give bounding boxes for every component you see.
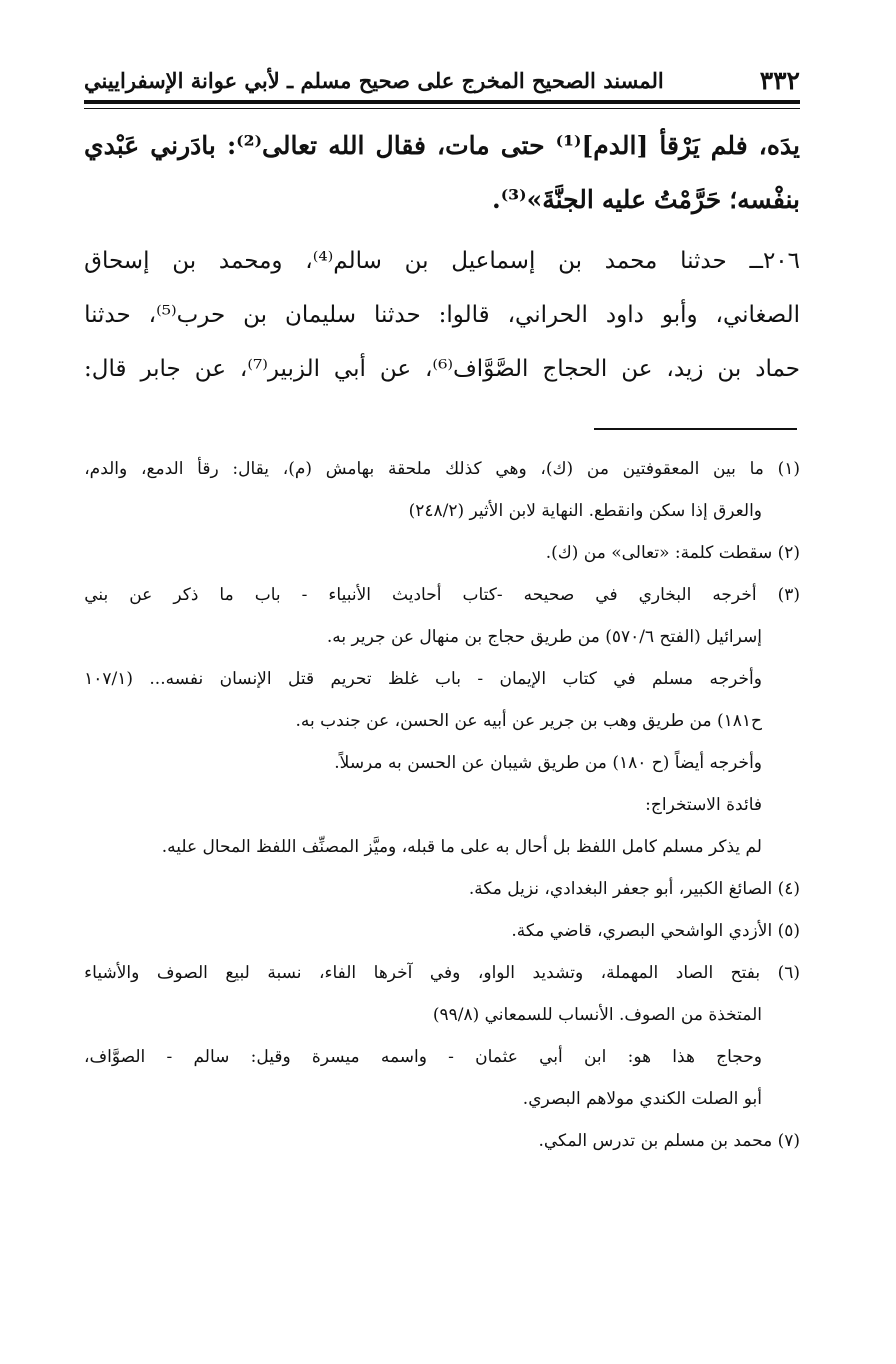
footnote-word: سالم (193, 1047, 230, 1067)
footnote-word: رقأ (197, 459, 219, 479)
word: ومحمد (218, 248, 283, 274)
footnote-word: -كتاب (462, 585, 503, 605)
footnote-line (84, 616, 800, 658)
footnote-word: مسلم (651, 669, 694, 689)
word: حماد (755, 356, 800, 382)
footnote-word: لبيع (225, 963, 250, 983)
footnote-line (84, 784, 800, 826)
word: حَرَّمْتُ (654, 184, 722, 214)
footnote-word: هذا (672, 1047, 695, 1067)
footnote-word: الإنسان (219, 669, 272, 689)
footnote-line (84, 994, 800, 1036)
footnote-word: عن (129, 585, 153, 605)
footnote-text: إسرائيل (الفتح ٥٧٠/٦) من طريق حجاج بن منهال عن جرير به. (326, 627, 762, 647)
word: يَرْقأ (659, 130, 700, 160)
word: بن (172, 248, 197, 274)
word: وأبو (661, 302, 698, 328)
paragraph-gap (84, 226, 800, 234)
text-line (84, 118, 800, 172)
footnote-word: في (613, 669, 636, 689)
word: بن (558, 248, 583, 274)
footnote-word: نفسه... (149, 669, 204, 689)
footnote-word: بين (713, 459, 736, 479)
footnote-word: ميسرة (311, 1047, 360, 1067)
footnote-word: - (448, 1047, 454, 1067)
footnote-word: الواو، (477, 963, 515, 983)
word: الزبير⁽⁷⁾، (239, 356, 320, 382)
footnote-word: الدمع، (140, 459, 184, 479)
footnote-text: المتخذة من الصوف. الأنساب للسمعاني (٩٩/٨) (432, 1005, 762, 1025)
footnote-word: (ك)، (540, 459, 574, 479)
header-rule-thin (84, 108, 800, 109)
footnote-word: باب (435, 669, 461, 689)
word: عن (621, 356, 653, 382)
footnote-word: المعقوفتين (622, 459, 700, 479)
footnote-text: أبو الصلت الكندي مولاهم البصري. (522, 1089, 762, 1109)
footnote-line (84, 700, 800, 742)
word: حدثنا (374, 302, 421, 328)
footnote-line (84, 532, 800, 574)
footnote-word: المهملة، (600, 963, 659, 983)
footnote-word: أبي (539, 1047, 563, 1067)
footnote-word: نسبة (267, 963, 302, 983)
footnote-word: ذكر (173, 585, 199, 605)
footnote-word: آخرها (373, 963, 413, 983)
footnote-text: ح١٨١) من طريق وهب بن جرير عن أبيه عن الحسن، عن جندب به. (295, 711, 762, 731)
footnote-separator (594, 428, 797, 430)
word: ٢٠٦ــ (749, 248, 800, 274)
word: سليمان (285, 302, 357, 328)
footnote-word: كذلك (445, 459, 482, 479)
footnote-word: قتل (287, 669, 315, 689)
footnote-text: (٧) محمد بن مسلم بن تدرس المكي. (538, 1131, 800, 1151)
word: فقال (375, 130, 426, 160)
running-title: المسند الصحيح المخرج على صحيح مسلم ـ لأبي عوانة الإسفراييني (84, 67, 664, 93)
footnote-word: تحريم (330, 669, 372, 689)
word: قالوا: (438, 302, 490, 328)
word: حدثنا (84, 302, 131, 328)
footnote-line (84, 1036, 800, 1078)
word: عن (194, 356, 226, 382)
word: إسحاق (84, 248, 150, 274)
footnote-word: واسمه (380, 1047, 427, 1067)
footnote-line (84, 1078, 800, 1120)
footnote-word: (م)، (282, 459, 312, 479)
word: حتى (500, 130, 545, 160)
page-number: ٣٣٢ (759, 65, 800, 95)
footnote-word: كتاب (562, 669, 597, 689)
footnote-text: وأخرجه أيضاً (ح ١٨٠) من طريق شيبان عن الحسن به مرسلاً. (334, 753, 762, 773)
footnote-word: أحاديث (392, 585, 442, 605)
footnote-word: الأنبياء (328, 585, 372, 605)
word: مات، (437, 130, 490, 160)
footnote-text: والعرق إذا سكن وانقطع. النهاية لابن الأثير (٢٤٨/٢) (408, 501, 762, 521)
word: داود (605, 302, 644, 328)
word: زيد، (666, 356, 704, 382)
footnote-word: - (166, 1047, 173, 1067)
footnote-word: وفي (429, 963, 461, 983)
header-rule-thick (84, 100, 800, 104)
footnote-line (84, 1120, 800, 1162)
footnote-text: فائدة الاستخراج: (645, 795, 762, 815)
footnote-word: (٣) (777, 585, 800, 605)
footnote-line (84, 826, 800, 868)
footnote-word: الصوَّاف، (84, 1047, 146, 1067)
word: يدَه، (758, 130, 800, 160)
word: الحراني، (507, 302, 588, 328)
word: أبي (333, 356, 366, 382)
footnote-text: (٢) سقطت كلمة: «تعالى» من (ك). (545, 543, 800, 563)
footnote-word: باب (254, 585, 281, 605)
word: قال: (84, 356, 127, 382)
footnote-word: يقال: (232, 459, 269, 479)
footnote-word: الفاء، (318, 963, 357, 983)
footnote-line (84, 742, 800, 784)
word: محمد (604, 248, 658, 274)
footnote-word: بهامش (325, 459, 375, 479)
footnote-line (84, 574, 800, 616)
word: الصغاني، (715, 302, 800, 328)
word: الحجاج (542, 356, 608, 382)
footnote-word: ما (219, 585, 234, 605)
footnote-word: وقيل: (250, 1047, 291, 1067)
footnote-word: الإيمان (499, 669, 547, 689)
word: بن (717, 356, 742, 382)
footnote-word: ملحقة (387, 459, 432, 479)
footnote-line (84, 952, 800, 994)
footnote-word: بفتح (730, 963, 761, 983)
footnote-word: وحجاج (716, 1047, 762, 1067)
footnote-text: (٤) الصائغ الكبير، أبو جعفر البغدادي، نزيل مكة. (468, 879, 800, 899)
footnotes (84, 448, 800, 1162)
main-text (84, 118, 800, 396)
footnote-word: ابن (583, 1047, 607, 1067)
footnote-word: صحيحه (523, 585, 575, 605)
word: فلم (710, 130, 748, 160)
footnote-word: غلظ (388, 669, 419, 689)
footnote-line (84, 658, 800, 700)
word: عَبْدي (84, 130, 140, 160)
footnote-word: ما (749, 459, 764, 479)
page-header (84, 62, 800, 98)
footnote-word: وأخرجه (709, 669, 762, 689)
footnote-word: أخرجه (712, 585, 757, 605)
footnote-line (84, 868, 800, 910)
word: جابر (140, 356, 181, 382)
footnote-word: البخاري (638, 585, 692, 605)
word: بادَرني (150, 130, 216, 160)
text-line (84, 172, 800, 226)
text-line (84, 234, 800, 288)
word: حدثنا (680, 248, 727, 274)
word: عن (379, 356, 412, 382)
footnote-word: بني (84, 585, 109, 605)
footnote-word: (١٠٧/١ (84, 669, 134, 689)
word: بن (404, 248, 429, 274)
footnote-line (84, 490, 800, 532)
footnote-word: والأشياء (84, 963, 140, 983)
footnote-word: - (477, 669, 484, 689)
word: الله (328, 130, 365, 160)
word: بنفْسه؛ (729, 184, 800, 214)
word: بن (243, 302, 268, 328)
text-line (84, 342, 800, 396)
footnote-text: لم يذكر مسلم كامل اللفظ بل أحال به على ما قبله، وميَّز المصنِّف اللفظ المحال عليه. (161, 837, 762, 857)
footnote-word: عثمان (475, 1047, 518, 1067)
word: حرب⁽⁵⁾، (148, 302, 226, 328)
footnote-word: - (301, 585, 308, 605)
word: سالم⁽⁴⁾، (305, 248, 382, 274)
footnote-word: والدم، (84, 459, 128, 479)
footnote-word: من (586, 459, 609, 479)
footnote-word: الصاد (675, 963, 714, 983)
word: تعالى⁽²⁾: (226, 130, 318, 160)
footnote-word: (٦) (777, 963, 800, 983)
footnote-word: وهي (495, 459, 527, 479)
footnote-text: (٥) الأزدي الواشحي البصري، قاضي مكة. (511, 921, 800, 941)
footnote-word: وتشديد (532, 963, 584, 983)
footnote-word: في (595, 585, 618, 605)
word: إسماعيل (451, 248, 536, 274)
footnote-line (84, 910, 800, 952)
word: عليه (601, 184, 646, 214)
footnote-word: هو: (627, 1047, 652, 1067)
footnote-word: (١) (777, 459, 800, 479)
text-line (84, 288, 800, 342)
footnote-line (84, 448, 800, 490)
word: [الدم]⁽¹⁾ (555, 130, 649, 160)
word: الصَّوَّاف⁽⁶⁾، (425, 356, 529, 382)
footnote-word: الصوف (156, 963, 208, 983)
word: الجنَّةَ»⁽³⁾. (492, 184, 594, 214)
